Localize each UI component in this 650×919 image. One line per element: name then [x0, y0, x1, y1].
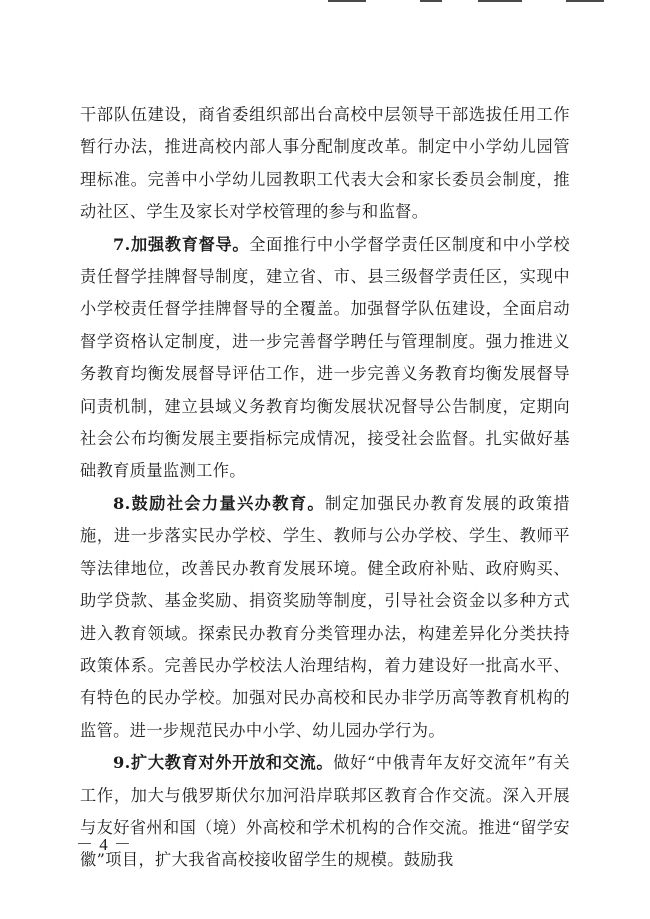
- document-body: [80, 99, 570, 877]
- paragraph-private-education: [80, 488, 570, 747]
- paragraph-heading: 9.扩大教育对外开放和交流。: [113, 753, 334, 773]
- paragraph-heading: 8.鼓励社会力量兴办教育。: [113, 493, 325, 513]
- paragraph-continuation: [80, 99, 570, 229]
- paragraph-text: 干部队伍建设，商省委组织部出台高校中层领导干部选拔任用工作暂行办法，推进高校内部人事分配制度改革。制定中小学幼儿园管理标准。完善中小学幼儿园教职工代表大会和家长委员会制度，推动社区、学生及家长对学校管理的参与和监督。: [80, 105, 570, 222]
- paragraph-text: 做好“中俄青年友好交流年”有关工作，加大与俄罗斯伏尔加河沿岸联邦区教育合作交流。深入开展与友好省州和国（境）外高校和学术机构的合作交流。推进“留学安徽”项目，扩大我省高校接收留学生的规模。鼓励我: [80, 753, 570, 870]
- paragraph-international-exchange: [80, 747, 570, 877]
- scan-edge-marks: [0, 0, 650, 14]
- paragraph-text: 全面推行中小学督学责任区制度和中小学校责任督学挂牌督导制度，建立省、市、县三级督学责任区，实现中小学校责任督学挂牌督导的全覆盖。加强督学队伍建设，全面启动督学资格认定制度，进一步完善督学聘任与管理制度。强力推进义务教育均衡发展督导评估工作，进一步完善义务教育均衡发展督导问责机制，建立县域义务教育均衡发展状况督导公告制度，定期向社会公布均衡发展主要指标完成情况，接受社会监督。扎实做好基础教育质量监测工作。: [80, 234, 570, 481]
- paragraph-education-supervision: [80, 229, 570, 488]
- page-number: － 4 －: [76, 835, 132, 854]
- paragraph-text: 制定加强民办教育发展的政策措施，进一步落实民办学校、学生、教师与公办学校、学生、教师平等法律地位，改善民办教育发展环境。健全政府补贴、政府购买、助学贷款、基金奖励、捐资奖励等制度，引导社会资金以多种方式进入教育领域。探索民办教育分类管理办法，构建差异化分类扶持政策体系。完善民办学校法人治理结构，着力建设好一批高水平、有特色的民办学校。加强对民办高校和民办非学历高等教育机构的监管。进一步规范民办中小学、幼儿园办学行为。: [80, 493, 570, 740]
- paragraph-heading: 7.加强教育督导。: [113, 234, 250, 254]
